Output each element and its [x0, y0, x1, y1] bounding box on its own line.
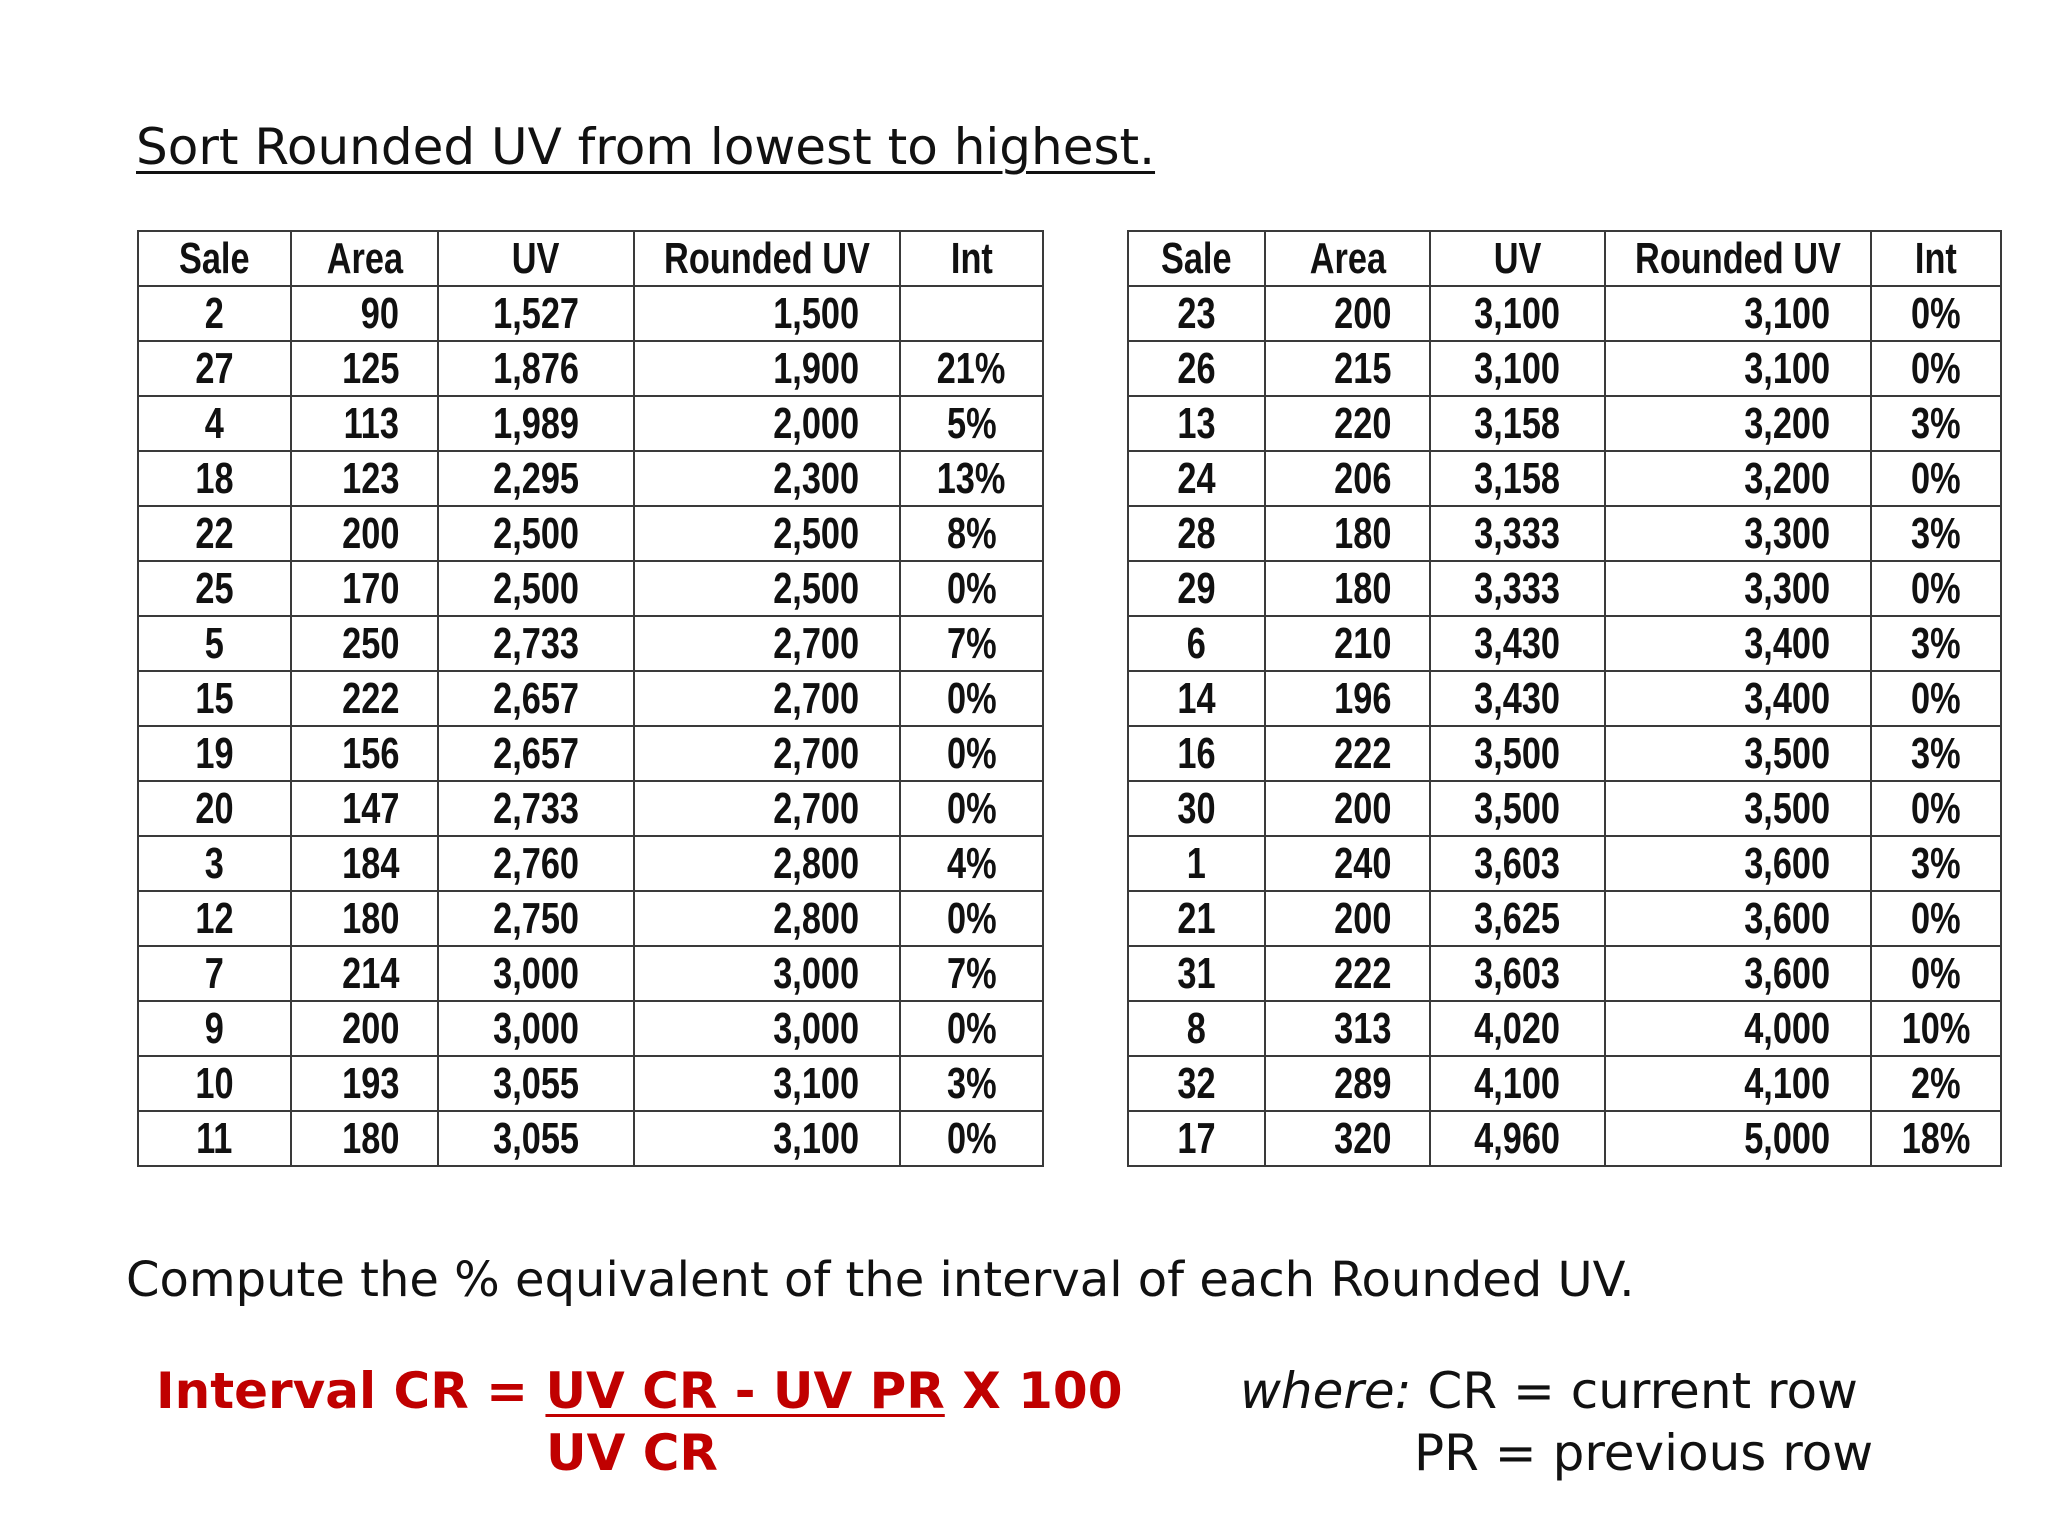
cell-int: 3% — [1871, 396, 2001, 451]
cell-rounded-uv: 3,300 — [1605, 561, 1871, 616]
table-row — [1128, 671, 2001, 726]
cell-area: 193 — [291, 1056, 438, 1111]
table-row — [1128, 561, 2001, 616]
header-rounded-uv: Rounded UV — [1605, 231, 1871, 286]
cell-rounded-uv: 3,400 — [1605, 671, 1871, 726]
cell-uv: 3,500 — [1430, 726, 1605, 781]
cell-sale: 29 — [1128, 561, 1265, 616]
cell-sale: 6 — [1128, 616, 1265, 671]
formula-denominator: UV CR — [546, 1424, 718, 1482]
compute-instruction: Compute the % equivalent of the interval of each Rounded UV. — [126, 1252, 1635, 1308]
cell-sale: 2 — [138, 286, 291, 341]
cell-sale: 12 — [138, 891, 291, 946]
header-int: Int — [900, 231, 1043, 286]
cell-int: 18% — [1871, 1111, 2001, 1166]
table-row — [138, 616, 1043, 671]
cell-sale: 18 — [138, 451, 291, 506]
cell-area: 215 — [1265, 341, 1430, 396]
table-row — [138, 891, 1043, 946]
cell-uv: 2,500 — [438, 506, 634, 561]
cell-rounded-uv: 4,000 — [1605, 1001, 1871, 1056]
cell-sale: 21 — [1128, 891, 1265, 946]
cell-sale: 16 — [1128, 726, 1265, 781]
cell-area: 250 — [291, 616, 438, 671]
cell-rounded-uv: 3,000 — [634, 1001, 900, 1056]
table-header-row — [1128, 231, 2001, 286]
where-label: where: — [1240, 1362, 1412, 1420]
table-row — [1128, 1001, 2001, 1056]
cell-uv: 3,055 — [438, 1111, 634, 1166]
table-row — [138, 451, 1043, 506]
cell-rounded-uv: 2,000 — [634, 396, 900, 451]
cell-rounded-uv: 3,100 — [1605, 286, 1871, 341]
cell-rounded-uv: 2,500 — [634, 561, 900, 616]
cell-uv: 3,625 — [1430, 891, 1605, 946]
table-row — [1128, 341, 2001, 396]
cell-int: 0% — [1871, 781, 2001, 836]
cell-uv: 1,989 — [438, 396, 634, 451]
cell-area: 220 — [1265, 396, 1430, 451]
cell-uv: 3,100 — [1430, 341, 1605, 396]
cell-int: 0% — [1871, 341, 2001, 396]
cell-rounded-uv: 3,000 — [634, 946, 900, 1001]
cell-area: 214 — [291, 946, 438, 1001]
table-row — [1128, 286, 2001, 341]
cell-rounded-uv: 2,700 — [634, 671, 900, 726]
table-row — [138, 506, 1043, 561]
header-int: Int — [1871, 231, 2001, 286]
cell-rounded-uv: 1,900 — [634, 341, 900, 396]
cell-rounded-uv: 3,200 — [1605, 396, 1871, 451]
cell-area: 200 — [291, 506, 438, 561]
cell-uv: 4,960 — [1430, 1111, 1605, 1166]
interval-formula — [156, 1362, 1123, 1420]
cell-area: 90 — [291, 286, 438, 341]
table-row — [138, 1056, 1043, 1111]
cell-int: 0% — [900, 671, 1043, 726]
cell-uv: 2,295 — [438, 451, 634, 506]
cell-rounded-uv: 2,700 — [634, 726, 900, 781]
cell-rounded-uv: 3,600 — [1605, 891, 1871, 946]
cell-rounded-uv: 2,300 — [634, 451, 900, 506]
cell-sale: 1 — [1128, 836, 1265, 891]
cell-int: 0% — [1871, 891, 2001, 946]
cell-area: 206 — [1265, 451, 1430, 506]
cell-sale: 8 — [1128, 1001, 1265, 1056]
cell-uv: 1,527 — [438, 286, 634, 341]
cell-uv: 2,657 — [438, 726, 634, 781]
cell-rounded-uv: 2,800 — [634, 891, 900, 946]
cell-rounded-uv: 3,500 — [1605, 781, 1871, 836]
table-row — [138, 946, 1043, 1001]
cell-int: 5% — [900, 396, 1043, 451]
cell-sale: 26 — [1128, 341, 1265, 396]
cell-rounded-uv: 4,100 — [1605, 1056, 1871, 1111]
table-row — [138, 341, 1043, 396]
cell-uv: 3,603 — [1430, 946, 1605, 1001]
header-sale: Sale — [138, 231, 291, 286]
cell-rounded-uv: 5,000 — [1605, 1111, 1871, 1166]
cr-definition: CR = current row — [1411, 1362, 1858, 1420]
cell-int: 0% — [900, 781, 1043, 836]
cell-int: 2% — [1871, 1056, 2001, 1111]
cell-area: 200 — [1265, 286, 1430, 341]
cell-rounded-uv: 1,500 — [634, 286, 900, 341]
table-row — [138, 1001, 1043, 1056]
cell-uv: 3,000 — [438, 946, 634, 1001]
cell-rounded-uv: 2,700 — [634, 781, 900, 836]
table-row — [1128, 946, 2001, 1001]
formula-numerator: UV CR - UV PR — [545, 1362, 945, 1420]
cell-rounded-uv: 3,600 — [1605, 946, 1871, 1001]
cell-sale: 17 — [1128, 1111, 1265, 1166]
header-area: Area — [1265, 231, 1430, 286]
cell-area: 222 — [291, 671, 438, 726]
cell-uv: 2,760 — [438, 836, 634, 891]
cell-area: 222 — [1265, 946, 1430, 1001]
instruction-heading: Sort Rounded UV from lowest to highest. — [136, 118, 1156, 176]
cell-area: 180 — [1265, 506, 1430, 561]
cell-sale: 5 — [138, 616, 291, 671]
cell-sale: 4 — [138, 396, 291, 451]
cell-uv: 2,750 — [438, 891, 634, 946]
cell-int: 8% — [900, 506, 1043, 561]
cell-sale: 13 — [1128, 396, 1265, 451]
cell-int — [900, 286, 1043, 341]
table-row — [1128, 726, 2001, 781]
cell-uv: 2,733 — [438, 781, 634, 836]
cell-rounded-uv: 3,100 — [1605, 341, 1871, 396]
cell-uv: 3,100 — [1430, 286, 1605, 341]
cell-rounded-uv: 3,200 — [1605, 451, 1871, 506]
cell-area: 200 — [1265, 781, 1430, 836]
cell-sale: 20 — [138, 781, 291, 836]
cell-rounded-uv: 3,100 — [634, 1056, 900, 1111]
cell-rounded-uv: 2,700 — [634, 616, 900, 671]
header-uv: UV — [438, 231, 634, 286]
formula-lhs: Interval CR = — [156, 1362, 546, 1420]
cell-rounded-uv: 2,500 — [634, 506, 900, 561]
table-row — [138, 1111, 1043, 1166]
cell-area: 170 — [291, 561, 438, 616]
uv-table-right — [1127, 230, 2002, 1167]
table-row — [1128, 781, 2001, 836]
cell-sale: 22 — [138, 506, 291, 561]
table-row — [1128, 396, 2001, 451]
cell-area: 200 — [1265, 891, 1430, 946]
uv-table-left — [137, 230, 1044, 1167]
cell-uv: 2,657 — [438, 671, 634, 726]
cell-sale: 30 — [1128, 781, 1265, 836]
cell-int: 0% — [1871, 286, 2001, 341]
table-row — [138, 561, 1043, 616]
cell-int: 0% — [1871, 451, 2001, 506]
cell-sale: 9 — [138, 1001, 291, 1056]
cell-sale: 28 — [1128, 506, 1265, 561]
cell-area: 147 — [291, 781, 438, 836]
table-row — [138, 396, 1043, 451]
cell-area: 123 — [291, 451, 438, 506]
header-sale: Sale — [1128, 231, 1265, 286]
table-row — [138, 286, 1043, 341]
cell-int: 0% — [1871, 671, 2001, 726]
cell-sale: 32 — [1128, 1056, 1265, 1111]
cell-uv: 3,158 — [1430, 451, 1605, 506]
cell-sale: 31 — [1128, 946, 1265, 1001]
table-row — [1128, 836, 2001, 891]
cell-area: 210 — [1265, 616, 1430, 671]
cell-sale: 14 — [1128, 671, 1265, 726]
table-row — [1128, 506, 2001, 561]
cell-uv: 3,430 — [1430, 616, 1605, 671]
cell-int: 0% — [900, 1001, 1043, 1056]
cell-area: 113 — [291, 396, 438, 451]
cell-sale: 7 — [138, 946, 291, 1001]
cell-int: 3% — [900, 1056, 1043, 1111]
cell-rounded-uv: 2,800 — [634, 836, 900, 891]
cell-sale: 15 — [138, 671, 291, 726]
cell-int: 21% — [900, 341, 1043, 396]
cell-int: 0% — [900, 726, 1043, 781]
cell-int: 0% — [900, 1111, 1043, 1166]
cell-int: 0% — [1871, 946, 2001, 1001]
table-row — [1128, 451, 2001, 506]
header-rounded-uv: Rounded UV — [634, 231, 900, 286]
cell-uv: 3,603 — [1430, 836, 1605, 891]
pr-definition: PR = previous row — [1414, 1424, 1874, 1482]
cell-int: 7% — [900, 616, 1043, 671]
cell-area: 156 — [291, 726, 438, 781]
cell-sale: 27 — [138, 341, 291, 396]
cell-sale: 10 — [138, 1056, 291, 1111]
cell-area: 289 — [1265, 1056, 1430, 1111]
table-row — [1128, 616, 2001, 671]
table-row — [138, 781, 1043, 836]
cell-area: 180 — [291, 1111, 438, 1166]
cell-uv: 4,020 — [1430, 1001, 1605, 1056]
cell-int: 3% — [1871, 506, 2001, 561]
cell-int: 13% — [900, 451, 1043, 506]
cell-rounded-uv: 3,400 — [1605, 616, 1871, 671]
cell-sale: 23 — [1128, 286, 1265, 341]
cell-uv: 3,055 — [438, 1056, 634, 1111]
cell-area: 320 — [1265, 1111, 1430, 1166]
table-row — [1128, 1111, 2001, 1166]
cell-sale: 3 — [138, 836, 291, 891]
cell-uv: 2,733 — [438, 616, 634, 671]
cell-sale: 19 — [138, 726, 291, 781]
table-row — [138, 726, 1043, 781]
table-header-row — [138, 231, 1043, 286]
cell-int: 0% — [900, 561, 1043, 616]
cell-area: 313 — [1265, 1001, 1430, 1056]
formula-multiplier: X 100 — [944, 1362, 1123, 1420]
cell-int: 3% — [1871, 836, 2001, 891]
cell-sale: 24 — [1128, 451, 1265, 506]
cell-int: 3% — [1871, 616, 2001, 671]
cell-area: 240 — [1265, 836, 1430, 891]
header-uv: UV — [1430, 231, 1605, 286]
table-row — [138, 836, 1043, 891]
cell-uv: 2,500 — [438, 561, 634, 616]
cell-rounded-uv: 3,600 — [1605, 836, 1871, 891]
cell-area: 222 — [1265, 726, 1430, 781]
cell-rounded-uv: 3,500 — [1605, 726, 1871, 781]
cell-uv: 3,333 — [1430, 506, 1605, 561]
cell-area: 180 — [1265, 561, 1430, 616]
cell-rounded-uv: 3,300 — [1605, 506, 1871, 561]
header-area: Area — [291, 231, 438, 286]
cell-uv: 3,333 — [1430, 561, 1605, 616]
table-row — [1128, 891, 2001, 946]
cell-int: 7% — [900, 946, 1043, 1001]
cell-int: 0% — [1871, 561, 2001, 616]
table-row — [138, 671, 1043, 726]
cell-int: 4% — [900, 836, 1043, 891]
cell-uv: 3,500 — [1430, 781, 1605, 836]
cell-uv: 1,876 — [438, 341, 634, 396]
cell-rounded-uv: 3,100 — [634, 1111, 900, 1166]
cell-uv: 3,000 — [438, 1001, 634, 1056]
cell-sale: 11 — [138, 1111, 291, 1166]
cell-area: 200 — [291, 1001, 438, 1056]
cell-int: 0% — [900, 891, 1043, 946]
table-row — [1128, 1056, 2001, 1111]
where-cr-definition — [1240, 1362, 1858, 1420]
cell-int: 3% — [1871, 726, 2001, 781]
cell-sale: 25 — [138, 561, 291, 616]
cell-uv: 3,430 — [1430, 671, 1605, 726]
cell-int: 10% — [1871, 1001, 2001, 1056]
cell-area: 180 — [291, 891, 438, 946]
cell-area: 125 — [291, 341, 438, 396]
cell-uv: 3,158 — [1430, 396, 1605, 451]
cell-uv: 4,100 — [1430, 1056, 1605, 1111]
cell-area: 196 — [1265, 671, 1430, 726]
cell-area: 184 — [291, 836, 438, 891]
